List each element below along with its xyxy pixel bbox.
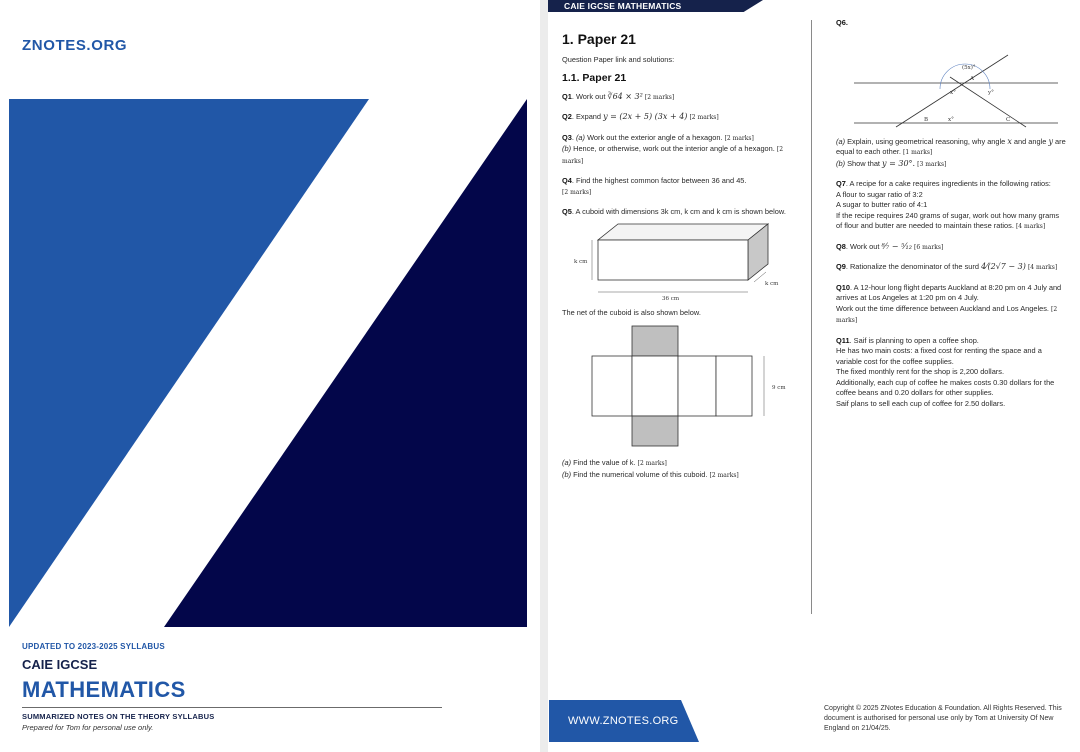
cuboid-diagram [562, 222, 792, 300]
intro-text[interactable]: Question Paper link and solutions: [562, 54, 675, 64]
question-5: Q5. A cuboid with dimensions 3k cm, k cm and k cm is shown below. k cm k cm 36 cm The net of the cuboid is also shown below. 9 cm (a) Find the value of k. [2 marks] (b) Find the numerical volume of this cuboid. [2 marks] [562, 207, 800, 481]
question-8: Q8. Work out ⁸⁄₇ − ⁵⁄₁₂ [6 marks] [836, 241, 944, 251]
question-3: Q3. (a) Work out the exterior angle of a hexagon. [2 marks] (b) Hence, or otherwise, work out the interior angle of a hexagon. [2 marks] [562, 132, 784, 165]
question-7: Q7. A recipe for a cake requires ingredients in the following ratios: A flour to sugar ratio of 3:2 A sugar to butter ratio of 4:1 If the recipe requires 240 grams of sugar, work out how many grams of flour and butter are needed to maintain these ratios. [4 marks] [836, 179, 1060, 230]
cover-summary: SUMMARIZED NOTES ON THE THEORY SYLLABUS [22, 712, 215, 721]
question-1: Q1. Work out ∛64 × 3² [2 marks] [562, 91, 675, 101]
q2-expression: y = (2x + 5) (3x + 4) [603, 112, 688, 121]
net-height-label: 9 cm [772, 385, 786, 391]
angle-top-label: (5x)° [962, 64, 976, 71]
cover-graphic [9, 99, 527, 627]
cover-divider [22, 707, 442, 708]
q1-expression: ∛64 × 3² [607, 91, 643, 101]
content-page [548, 0, 1080, 752]
prepared-for-note: Prepared for Tom for personal use only. [22, 723, 154, 732]
column-divider [811, 20, 812, 614]
copyright-notice: Copyright © 2025 ZNotes Education & Foundation. All Rights Reserved. This document is authorised for personal use only by Tom at University Of New England on 21/04/25. [824, 705, 1062, 732]
point-b-label: B [924, 116, 929, 123]
parallel-lines-diagram [836, 33, 1062, 129]
subject-title: MATHEMATICS [22, 677, 186, 702]
question-2: Q2. Expand y = (2x + 5) (3x + 4) [2 marks] [562, 112, 719, 121]
section-heading: 1.1. Paper 21 [562, 72, 627, 84]
cuboid-right-label: k cm [765, 280, 779, 287]
q8-expression: ⁸⁄₇ − ⁵⁄₁₂ [881, 241, 912, 251]
angle-right-label: y° [988, 89, 994, 96]
footer-website-link[interactable]: WWW.ZNOTES.ORG [568, 715, 679, 727]
q9-expression: 4⁄(2√7 − 3) [981, 262, 1026, 271]
question-11: Q11. Saif is planning to open a coffee shop. He has two main costs: a fixed cost for renting the space and a variable cost for the coffee supplies. The fixed monthly rent for the shop is 2,200 dollars. Additionally, each cup of coffee he makes costs 0.30 dollars for the coffee beans and 0.20 dollars for other supplies. Saif plans to sell each cup of coffee for 2.50 dollars. [836, 335, 1055, 408]
cuboid-net-diagram [562, 322, 800, 450]
question-6: Q6. (5x)° x° y° x° A B C (a) Explain, using geometrical reasoning, why angle x and angle y are equal to each other. [1 marks] (b) Show that y = 30°. [3 marks] [836, 18, 1066, 168]
point-c-label: C [1006, 116, 1011, 123]
question-4: Q4. Find the highest common factor between 36 and 45. [2 marks] [562, 176, 747, 196]
znotes-logo[interactable]: ZNOTES.ORG [22, 37, 128, 54]
angle-left-label: x° [950, 89, 956, 96]
question-10: Q10. A 12-hour long flight departs Auckland at 8:20 pm on 4 July and arrives at Los Angeles at 1:20 pm on 4 July. Work out the time difference between Auckland and Los Angeles. [2 marks] [836, 282, 1062, 324]
syllabus-note: UPDATED TO 2023-2025 SYLLABUS [22, 642, 165, 651]
cuboid-left-label: k cm [574, 258, 588, 265]
angle-bottom-label: x° [948, 116, 954, 123]
point-a-label: A [970, 75, 974, 82]
left-column [562, 30, 800, 490]
header-title: CAIE IGCSE MATHEMATICS [564, 1, 682, 11]
net-intro: The net of the cuboid is also shown below. [562, 307, 701, 317]
question-9: Q9. Rationalize the denominator of the surd 4⁄(2√7 − 3) [4 marks] [836, 262, 1058, 271]
right-column [836, 18, 1066, 418]
exam-board: CAIE IGCSE [22, 657, 98, 672]
cuboid-bottom-label: 36 cm [662, 295, 680, 300]
page-title: 1. Paper 21 [562, 31, 636, 47]
